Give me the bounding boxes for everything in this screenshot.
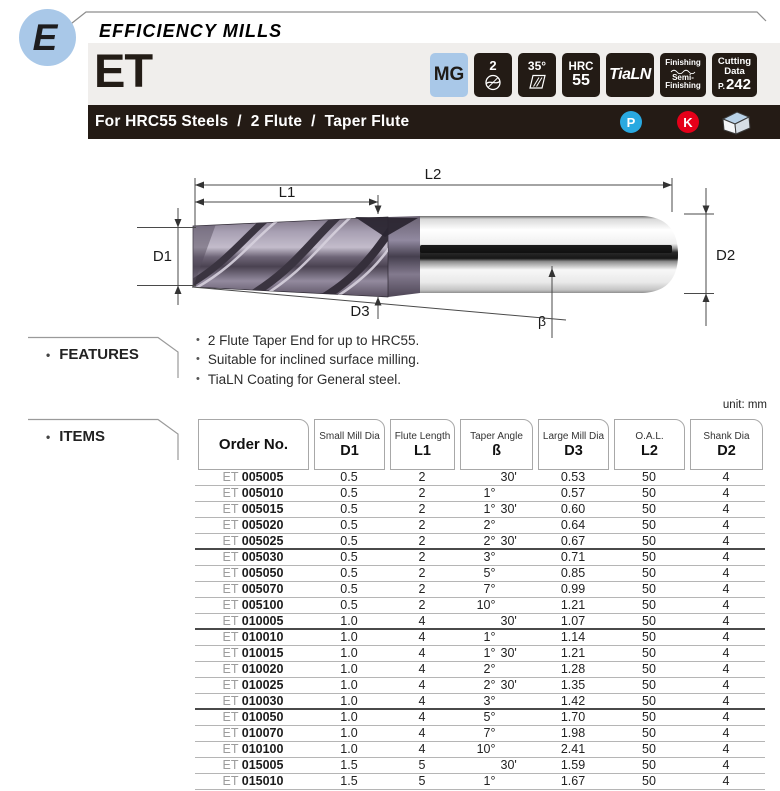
- taper-angle-cell: 7°: [483, 726, 496, 740]
- taper-angle-cell: 2°: [483, 518, 496, 532]
- items-section-label: [46, 428, 105, 445]
- order-no-cell: ET 010005: [222, 614, 284, 628]
- table-row: [195, 502, 765, 518]
- coating-badge: TiaLN: [606, 53, 654, 97]
- flute-count-value: 2: [489, 58, 497, 74]
- d2-cell: 4: [722, 550, 730, 564]
- col-header-oal: [614, 419, 685, 470]
- feature-item: [196, 331, 419, 350]
- col-header-label: O.A.L.: [635, 430, 664, 442]
- d3-cell: 0.85: [560, 566, 586, 580]
- d2-cell: 4: [722, 486, 730, 500]
- l2-cell: 50: [642, 646, 656, 660]
- l2-cell: 50: [642, 630, 656, 644]
- d1-cell: 1.0: [340, 630, 358, 644]
- order-no-cell: ET 010070: [222, 726, 284, 740]
- d1-cell: 0.5: [340, 598, 358, 612]
- l2-cell: 50: [642, 710, 656, 724]
- l1-cell: 2: [418, 486, 426, 500]
- table-row: [195, 678, 765, 694]
- subtitle-text: For HRC55 Steels / 2 Flute / Taper Flute: [95, 113, 410, 130]
- col-header-label: Shank Dia: [703, 430, 750, 442]
- col-header-label: Flute Length: [394, 430, 451, 442]
- d1-cell: 1.0: [340, 710, 358, 724]
- d2-cell: 4: [722, 710, 730, 724]
- col-header-symbol: D2: [717, 442, 736, 459]
- product-code: ET: [94, 44, 153, 97]
- spec-badge-row: [430, 53, 757, 97]
- order-no-cell: ET 005025: [222, 534, 284, 548]
- table-row: [195, 534, 765, 550]
- d3-cell: 0.57: [560, 486, 586, 500]
- col-header-symbol: D3: [564, 442, 583, 459]
- d2-cell: 4: [722, 726, 730, 740]
- col-header-symbol: L1: [414, 442, 431, 459]
- end-mill-drawing: [0, 148, 780, 344]
- taper-angle-cell: 1°: [483, 630, 496, 644]
- d2-cell: 4: [722, 646, 730, 660]
- l2-cell: 50: [642, 694, 656, 708]
- hardness-label: HRC: [568, 60, 594, 73]
- d3-cell: 1.98: [560, 726, 586, 740]
- finishing-badge: [660, 53, 706, 97]
- table-row: [195, 774, 765, 790]
- d1-cell: 1.0: [340, 662, 358, 676]
- l1-cell: 4: [418, 742, 426, 756]
- d2-cell: 4: [722, 614, 730, 628]
- order-no-cell: ET 010100: [222, 742, 284, 756]
- order-no-cell: ET 010015: [222, 646, 284, 660]
- col-header-label: Order No.: [218, 435, 289, 453]
- taper-angle-cell: 10°: [476, 742, 496, 756]
- taper-angle-cell: 5°: [483, 566, 496, 580]
- feature-text: TiaLN Coating for General steel.: [207, 371, 401, 387]
- l2-cell: 50: [642, 550, 656, 564]
- l1-cell: 2: [418, 598, 426, 612]
- table-row: [195, 566, 765, 582]
- d1-cell: 1.0: [340, 742, 358, 756]
- table-row: [195, 726, 765, 742]
- p-steel-badge: P: [620, 111, 642, 133]
- taper-angle-cell: 2° 30': [483, 678, 517, 692]
- dim-label-beta: β: [537, 313, 546, 329]
- l1-cell: 5: [418, 758, 426, 772]
- table-row: [195, 742, 765, 758]
- d2-cell: 4: [722, 502, 730, 516]
- cutting-data-badge: [712, 53, 757, 97]
- subtitle-bar: [88, 105, 780, 139]
- taper-angle-cell: 30': [500, 758, 517, 772]
- taper-angle-cell: 10°: [476, 598, 496, 612]
- l1-cell: 4: [418, 630, 426, 644]
- dim-label-l1: L1: [278, 184, 296, 201]
- bullet-marker: •: [46, 347, 51, 362]
- material-grade-badge: MG: [430, 53, 468, 97]
- finishing-line1: Finishing: [665, 58, 701, 68]
- taper-angle-cell: 3°: [483, 550, 496, 564]
- d1-cell: 1.5: [340, 774, 358, 788]
- l2-cell: 50: [642, 726, 656, 740]
- helix-angle-value: 35°: [527, 58, 547, 73]
- table-row: [195, 614, 765, 630]
- d3-cell: 1.35: [560, 678, 586, 692]
- taper-angle-cell: 1°: [483, 486, 496, 500]
- finishing-line3: Finishing: [665, 81, 701, 91]
- taper-angle-cell: 3°: [483, 694, 496, 708]
- l1-cell: 2: [418, 502, 426, 516]
- workpiece-icon: [718, 109, 754, 136]
- d1-cell: 1.0: [340, 694, 358, 708]
- series-logo-letter: E: [32, 16, 58, 58]
- cutting-data-line2: Data: [724, 66, 745, 78]
- order-no-cell: ET 010010: [222, 630, 284, 644]
- d1-cell: 0.5: [340, 582, 358, 596]
- d2-cell: 4: [722, 534, 730, 548]
- l2-cell: 50: [642, 566, 656, 580]
- d3-cell: 1.70: [560, 710, 586, 724]
- l2-cell: 50: [642, 534, 656, 548]
- d1-cell: 1.0: [340, 678, 358, 692]
- l2-cell: 50: [642, 774, 656, 788]
- feature-item: [196, 370, 419, 389]
- col-header-symbol: D1: [340, 442, 359, 459]
- taper-angle-cell: 30': [500, 470, 517, 484]
- d1-cell: 0.5: [340, 486, 358, 500]
- shank-section: [420, 216, 678, 293]
- d1-cell: 1.5: [340, 758, 358, 772]
- table-row: [195, 694, 765, 710]
- features-label-text: FEATURES: [59, 346, 139, 363]
- order-no-cell: ET 005070: [222, 582, 284, 596]
- l2-cell: 50: [642, 518, 656, 532]
- features-section-label: [46, 346, 139, 363]
- d3-cell: 2.41: [560, 742, 586, 756]
- d1-cell: 1.0: [340, 614, 358, 628]
- order-no-cell: ET 010030: [222, 694, 284, 708]
- d2-cell: 4: [722, 582, 730, 596]
- d2-cell: 4: [722, 566, 730, 580]
- order-no-cell: ET 005050: [222, 566, 284, 580]
- d1-cell: 1.0: [340, 646, 358, 660]
- hardness-value: 55: [572, 71, 590, 89]
- feature-text: 2 Flute Taper End for up to HRC55.: [207, 333, 420, 348]
- table-row: [195, 550, 765, 566]
- flute-count-badge: [474, 53, 512, 97]
- d2-cell: 4: [722, 742, 730, 756]
- d2-cell: 4: [722, 662, 730, 676]
- order-no-cell: ET 005015: [222, 502, 284, 516]
- dim-label-d3: D3: [350, 303, 370, 320]
- items-table-body: [195, 470, 765, 790]
- taper-angle-cell: 1° 30': [483, 646, 517, 660]
- table-row: [195, 758, 765, 774]
- d1-cell: 0.5: [340, 518, 358, 532]
- order-no-cell: ET 005010: [222, 486, 284, 500]
- l2-cell: 50: [642, 598, 656, 612]
- col-header-order-no: [198, 419, 309, 470]
- l1-cell: 4: [418, 614, 426, 628]
- l2-cell: 50: [642, 486, 656, 500]
- d2-cell: 4: [722, 518, 730, 532]
- items-table: [195, 419, 765, 790]
- order-no-cell: ET 010025: [222, 678, 284, 692]
- col-header-label: Small Mill Dia: [319, 430, 380, 442]
- d2-cell: 4: [722, 678, 730, 692]
- d3-cell: 1.21: [560, 598, 586, 612]
- dim-label-l2: L2: [424, 166, 442, 183]
- l1-cell: 4: [418, 678, 426, 692]
- series-title: EFFICIENCY MILLS: [99, 21, 283, 41]
- d2-cell: 4: [722, 630, 730, 644]
- l2-cell: 50: [642, 678, 656, 692]
- dim-label-d2: D2: [716, 247, 736, 264]
- l1-cell: 2: [418, 470, 426, 484]
- order-no-cell: ET 015005: [222, 758, 284, 772]
- items-label-text: ITEMS: [59, 428, 106, 445]
- d3-cell: 1.28: [560, 662, 586, 676]
- hardness-badge: [562, 53, 600, 97]
- col-header-symbol: L2: [641, 442, 658, 459]
- d3-cell: 1.07: [560, 614, 586, 628]
- d3-cell: 0.71: [560, 550, 586, 564]
- order-no-cell: ET 010020: [222, 662, 284, 676]
- d2-cell: 4: [722, 598, 730, 612]
- d3-cell: 1.21: [560, 646, 586, 660]
- series-logo-circle: [19, 9, 76, 66]
- d3-cell: 1.67: [560, 774, 586, 788]
- table-row: [195, 646, 765, 662]
- feature-item: [196, 350, 419, 369]
- d1-cell: 1.0: [340, 726, 358, 740]
- order-no-cell: ET 015010: [222, 774, 284, 788]
- col-header-d2: [690, 419, 763, 470]
- order-no-cell: ET 005020: [222, 518, 284, 532]
- d1-cell: 0.5: [340, 550, 358, 564]
- taper-angle-cell: 1° 30': [483, 502, 517, 516]
- d2-cell: 4: [722, 470, 730, 484]
- table-row: [195, 598, 765, 614]
- table-row: [195, 470, 765, 486]
- d3-cell: 0.67: [560, 534, 586, 548]
- l1-cell: 2: [418, 550, 426, 564]
- d1-cell: 0.5: [340, 502, 358, 516]
- col-header-symbol: ß: [492, 442, 501, 459]
- l1-cell: 2: [418, 518, 426, 532]
- taper-angle-cell: 7°: [483, 582, 496, 596]
- finishing-line2: Semi-: [672, 72, 694, 82]
- bullet-marker: •: [196, 353, 200, 366]
- l2-cell: 50: [642, 582, 656, 596]
- l1-cell: 4: [418, 726, 426, 740]
- order-no-cell: ET 005005: [222, 470, 284, 484]
- bullet-marker: •: [196, 334, 200, 346]
- l2-cell: 50: [642, 662, 656, 676]
- d3-cell: 0.64: [560, 518, 586, 532]
- taper-angle-cell: 2°: [483, 662, 496, 676]
- d3-cell: 0.53: [560, 470, 586, 484]
- d1-cell: 0.5: [340, 566, 358, 580]
- col-header-d3: [538, 419, 609, 470]
- cutting-data-page-number: 242: [725, 76, 751, 94]
- table-row: [195, 630, 765, 646]
- unit-label: unit: mm: [722, 399, 767, 411]
- table-row: [195, 582, 765, 598]
- l1-cell: 5: [418, 774, 426, 788]
- col-header-l1: [390, 419, 455, 470]
- order-no-cell: ET 005100: [222, 598, 284, 612]
- l1-cell: 4: [418, 694, 426, 708]
- table-row: [195, 662, 765, 678]
- col-header-taper-angle: [460, 419, 533, 470]
- d3-cell: 1.42: [560, 694, 586, 708]
- helix-angle-icon: [526, 73, 548, 90]
- l1-cell: 2: [418, 582, 426, 596]
- cutting-data-page-prefix: P.: [718, 81, 725, 92]
- l2-cell: 50: [642, 470, 656, 484]
- taper-angle-cell: 30': [500, 614, 517, 628]
- col-header-label: Large Mill Dia: [542, 430, 605, 442]
- helix-angle-badge: [518, 53, 556, 97]
- d1-cell: 0.5: [340, 470, 358, 484]
- l1-cell: 4: [418, 710, 426, 724]
- order-no-cell: ET 010050: [222, 710, 284, 724]
- table-row: [195, 518, 765, 534]
- l2-cell: 50: [642, 502, 656, 516]
- l1-cell: 4: [418, 646, 426, 660]
- d3-cell: 0.99: [560, 582, 586, 596]
- bullet-marker: •: [46, 429, 51, 444]
- table-row: [195, 486, 765, 502]
- items-table-header: [195, 419, 765, 470]
- l1-cell: 2: [418, 566, 426, 580]
- col-header-label: Taper Angle: [470, 430, 523, 442]
- order-no-cell: ET 005030: [222, 550, 284, 564]
- feature-text: Suitable for inclined surface milling.: [207, 352, 420, 368]
- k-steel-badge: K: [677, 111, 699, 133]
- d1-cell: 0.5: [340, 534, 358, 548]
- bullet-marker: •: [196, 372, 200, 385]
- l2-cell: 50: [642, 614, 656, 628]
- d3-cell: 0.60: [560, 502, 586, 516]
- d2-cell: 4: [722, 774, 730, 788]
- taper-angle-cell: 1°: [483, 774, 496, 788]
- l2-cell: 50: [642, 742, 656, 756]
- d3-cell: 1.14: [560, 630, 586, 644]
- taper-angle-cell: 5°: [483, 710, 496, 724]
- table-row: [195, 710, 765, 726]
- l2-cell: 50: [642, 758, 656, 772]
- dim-label-d1: D1: [152, 248, 172, 265]
- l1-cell: 4: [418, 662, 426, 676]
- cutting-data-line1: Cutting: [717, 56, 752, 68]
- d3-cell: 1.59: [560, 758, 586, 772]
- features-list: [196, 331, 419, 389]
- d2-cell: 4: [722, 694, 730, 708]
- end-mill-cross-section-icon: [482, 74, 504, 91]
- l1-cell: 2: [418, 534, 426, 548]
- d2-cell: 4: [722, 758, 730, 772]
- taper-angle-cell: 2° 30': [483, 534, 517, 548]
- col-header-d1: [314, 419, 385, 470]
